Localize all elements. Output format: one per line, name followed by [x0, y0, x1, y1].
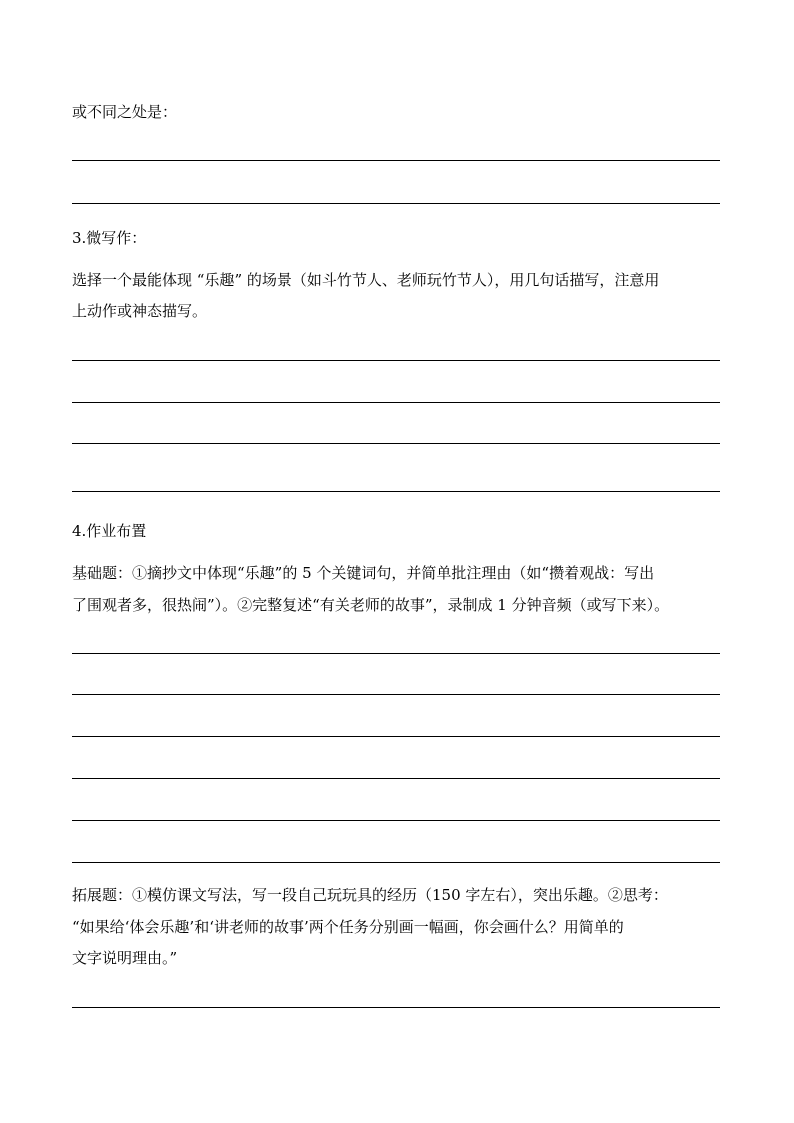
- answer-line: [72, 402, 720, 403]
- answer-line: [72, 862, 720, 863]
- answer-line: [72, 736, 720, 737]
- answer-line: [72, 491, 720, 492]
- extension-task-line-1: 拓展题：①模仿课文写法，写一段自己玩玩具的经历（150 字左右），突出乐趣。②思考：: [72, 886, 668, 904]
- extension-task-line-2: “如果给‘体会乐趣’和‘讲老师的故事’两个任务分别画一幅画，你会画什么？用简单的: [72, 918, 624, 936]
- section-4-heading: 4.作业布置: [72, 522, 147, 540]
- answer-line: [72, 160, 720, 161]
- basic-task-line-2: 了围观者多，很热闹”）。②完整复述“有关老师的故事”，录制成 1 分钟音频（或写下来）。: [72, 596, 670, 614]
- extension-task-line-3: 文字说明理由。”: [72, 949, 178, 967]
- section-3-prompt-line-2: 上动作或神态描写。: [72, 302, 208, 320]
- section-3-prompt-line-1: 选择一个最能体现 “乐趣” 的场景（如斗竹节人、老师玩竹节人），用几句话描写，注意用: [72, 271, 660, 289]
- answer-line: [72, 203, 720, 204]
- answer-line: [72, 1007, 720, 1008]
- answer-line: [72, 653, 720, 654]
- answer-line: [72, 443, 720, 444]
- answer-line: [72, 360, 720, 361]
- continuation-text: 或不同之处是：: [72, 103, 178, 121]
- answer-line: [72, 820, 720, 821]
- section-3-heading: 3.微写作：: [72, 229, 147, 247]
- answer-line: [72, 778, 720, 779]
- basic-task-line-1: 基础题：①摘抄文中体现“乐趣”的 5 个关键词句，并简单批注理由（如“攒着观战：写出: [72, 564, 655, 582]
- answer-line: [72, 694, 720, 695]
